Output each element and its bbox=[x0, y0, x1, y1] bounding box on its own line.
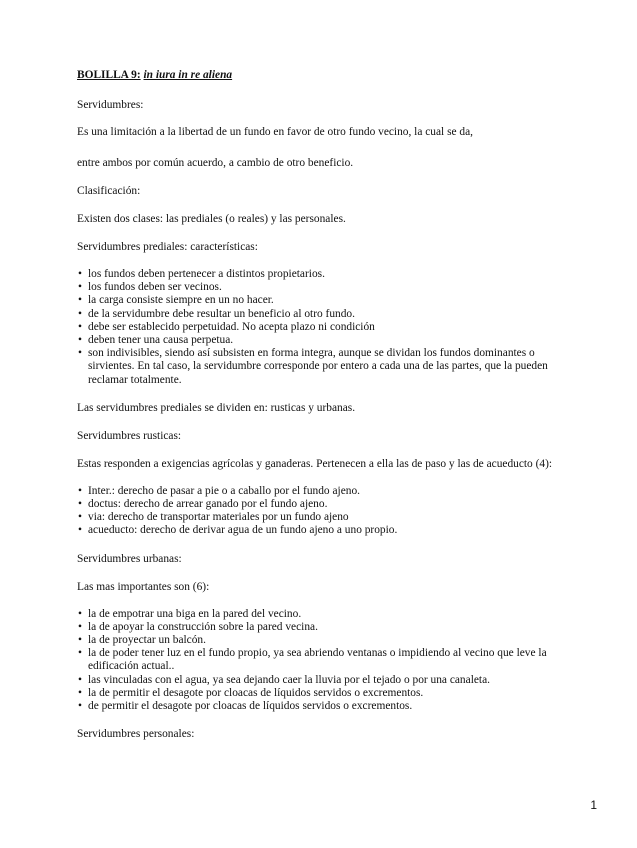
list-item: • las vinculadas con el agua, ya sea dejando caer la lluvia por el tejado o por una canaleta. bbox=[77, 674, 577, 687]
list-item: • la de poder tener luz en el fundo propio, ya sea abriendo ventanas o impidiendo al vecino que leve la edificación actual.. bbox=[77, 647, 577, 673]
list-item: • son indivisibles, siendo así subsisten en forma integra, aunque se dividan los fundos dominantes o sirvientes. En tal caso, la servidumbre corresponde por entero a cada una de las partes, que la pueden reclamar totalmente. bbox=[77, 347, 577, 387]
list-item: • debe ser establecido perpetuidad. No acepta plazo ni condición bbox=[77, 321, 577, 334]
prediales-list bbox=[77, 268, 577, 387]
urbanas-list bbox=[77, 608, 577, 714]
clases-paragraph: Existen dos clases: las prediales (o reales) y las personales. bbox=[77, 213, 346, 225]
list-item: • Inter.: derecho de pasar a pie o a caballo por el fundo ajeno. bbox=[77, 485, 577, 498]
document-body bbox=[77, 68, 577, 741]
heading-urbanas: Servidumbres urbanas: bbox=[77, 552, 182, 565]
list-item: • la carga consiste siempre en un no hacer. bbox=[77, 294, 577, 307]
division-paragraph: Las servidumbres prediales se dividen en: rusticas y urbanas. bbox=[77, 401, 356, 414]
definition-line-1: Es una limitación a la libertad de un fundo en favor de otro fundo vecino, la cual se da, bbox=[77, 126, 474, 138]
heading-servidumbres: Servidumbres: bbox=[77, 99, 144, 111]
list-item: • via: derecho de transportar materiales por un fundo ajeno bbox=[77, 511, 577, 524]
urbanas-intro: Las mas importantes son (6): bbox=[77, 580, 210, 593]
document-title bbox=[77, 68, 577, 82]
heading-prediales: Servidumbres prediales: características: bbox=[77, 241, 258, 253]
rusticas-list bbox=[77, 485, 577, 538]
heading-clasificacion: Clasificación: bbox=[77, 185, 141, 197]
list-item: • de permitir el desagote por cloacas de líquidos servidos o excrementos. bbox=[77, 700, 577, 713]
list-item: • doctus: derecho de arrear ganado por el fundo ajeno. bbox=[77, 498, 577, 511]
heading-personales: Servidumbres personales: bbox=[77, 728, 195, 741]
list-item: • la de empotrar una biga en la pared del vecino. bbox=[77, 608, 577, 621]
list-item: • de la servidumbre debe resultar un beneficio al otro fundo. bbox=[77, 308, 577, 321]
list-item: • la de proyectar un balcón. bbox=[77, 634, 577, 647]
rusticas-intro: Estas responden a exigencias agrícolas y ganaderas. Pertenecen a ella las de paso y las de acueducto (4): bbox=[77, 457, 553, 470]
list-item: • la de permitir el desagote por cloacas de líquidos servidos o excrementos. bbox=[77, 687, 577, 700]
list-item: • acueducto: derecho de derivar agua de un fundo ajeno a uno propio. bbox=[77, 524, 577, 537]
title-label: BOLILLA 9: bbox=[77, 69, 141, 81]
heading-rusticas: Servidumbres rusticas: bbox=[77, 429, 182, 442]
page-number: 1 bbox=[590, 798, 597, 812]
list-item: • los fundos deben pertenecer a distintos propietarios. bbox=[77, 268, 577, 281]
list-item: • la de apoyar la construcción sobre la pared vecina. bbox=[77, 621, 577, 634]
list-item: • deben tener una causa perpetua. bbox=[77, 334, 577, 347]
definition-line-2: entre ambos por común acuerdo, a cambio de otro beneficio. bbox=[77, 157, 354, 169]
list-item: • los fundos deben ser vecinos. bbox=[77, 281, 577, 294]
title-subject: in iura in re aliena bbox=[143, 69, 233, 81]
